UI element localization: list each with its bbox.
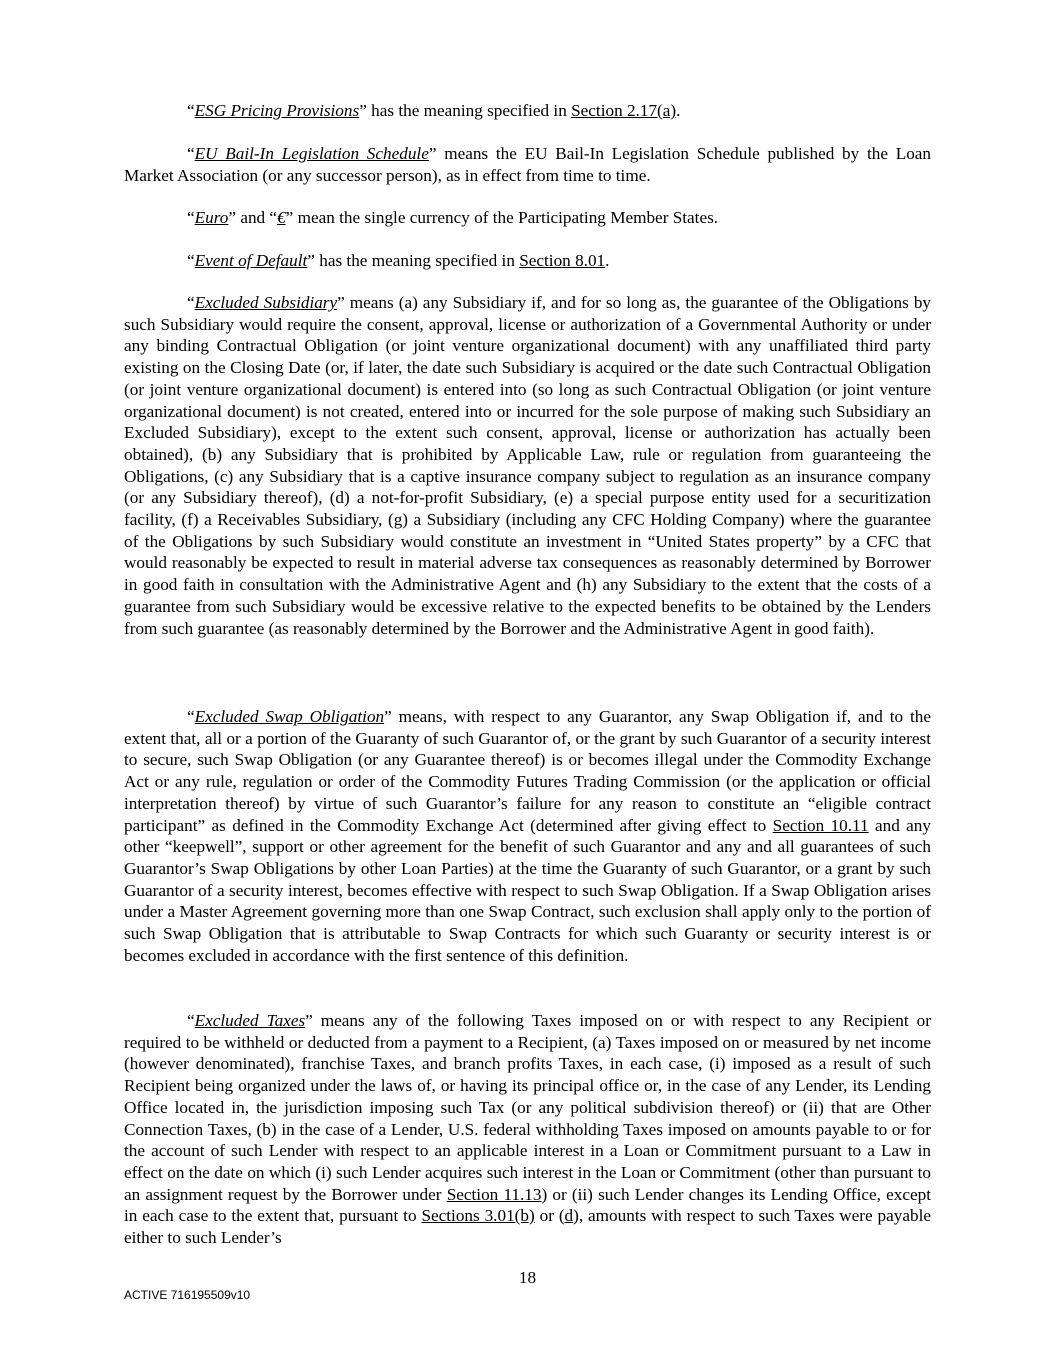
definition-text: “ — [187, 293, 195, 312]
document-id: ACTIVE 716195509v10 — [124, 1288, 251, 1302]
page-number: 18 — [518, 1268, 537, 1287]
definition-text: “ — [187, 251, 195, 270]
definition-euro — [124, 207, 931, 229]
definition-text: and any other “keepwell”, support or other agreement for the benefit of such Guarantor and any and all guarantees of such Guarantor’s Swap Obligations by other Loan Parties) at the time the Guaranty of such Guarantor, or a grant by such Guarantor of a security interest, becomes effective with respect to such Swap Obligation. If a Swap Obligation arises under a Master Agreement governing more than one Swap Contract, such exclusion shall apply only to the portion of such Swap Obligation that is attributable to Swap Contracts for which such Guaranty or security interest is or becomes excluded in accordance with the first sentence of this definition. — [124, 815, 931, 965]
definition-text: ), amounts with respect to such Taxes were payable either to such Lender’s — [124, 1206, 931, 1248]
definition-text: ” has the meaning specified in — [359, 101, 572, 120]
definition-text: ” has the meaning specified in — [307, 251, 520, 270]
section-reference-link[interactable]: Sections 3.01(b) — [421, 1206, 535, 1226]
section-reference-link[interactable]: Section 2.17(a) — [571, 101, 677, 120]
definition-text: “ — [187, 707, 195, 726]
definition-text: ” means (a) any Subsidiary if, and for so long as, the guarantee of the Obligations by such Subsidiary would require the consent, approval, license or authorization of a Governmental Authority or under any binding Contractual Obligation (or joint venture organizational document) with any unaffiliated third party existing on the Closing Date (or, if later, the date such Subsidiary is acquired or the date such Contractual Obligation (or joint venture organizational document) is entered into (so long as such Contractual Obligation (or joint venture organizational document) is not created, entered into or incurred for the sole purpose of making such Subsidiary an Excluded Subsidiary), except to the extent such consent, approval, license or authorization has actually been obtained), (b) any Subsidiary that is prohibited by Applicable Law, rule or regulation from guaranteeing the Obligations, (c) any Subsidiary that is a captive insurance company subject to regulation as an insurance company (or any Subsidiary thereof), (d) a not-for-profit Subsidiary, (e) a special purpose entity used for a securitization facility, (f) a Receivables Subsidiary, (g) a Subsidiary (including any CFC Holding Company) where the guarantee of the Obligations by such Subsidiary would constitute an investment in “United States property” by a CFC that would reasonably be expected to result in material adverse tax consequences as reasonably determined by Borrower in good faith in consultation with the Administrative Agent and (h) any Subsidiary to the extent that the costs of a guarantee from such Subsidiary would be excessive relative to the expected benefits to be obtained by the Lenders from such guarantee (as reasonably determined by the Borrower and the Administrative Agent in good faith). — [124, 293, 932, 638]
definition-esg-pricing-provisions — [124, 100, 931, 122]
definition-text: ” mean the single currency of the Participating Member States. — [285, 208, 719, 227]
defined-term: € — [277, 208, 286, 227]
definition-text: ) or (ii) such Lender changes its Lending Office, except in each case to the extent that, pursuant to — [124, 1184, 931, 1226]
definition-text: “ — [187, 1011, 195, 1030]
definition-text: “ — [187, 101, 195, 120]
defined-term: EU Bail-In Legislation Schedule — [194, 144, 429, 163]
defined-term: Euro — [194, 208, 229, 227]
section-reference-link[interactable]: Section 11.13 — [446, 1184, 542, 1204]
definition-event-of-default — [124, 250, 931, 272]
definition-excluded-subsidiary — [124, 292, 931, 639]
definition-excluded-taxes — [124, 1010, 931, 1249]
definition-text: ” and “ — [228, 208, 278, 227]
definition-text: “ — [187, 144, 195, 163]
section-reference-link[interactable]: Section 10.11 — [772, 815, 869, 835]
section-reference-link[interactable]: d — [564, 1206, 574, 1226]
defined-term: Excluded Swap Obligation — [194, 707, 385, 726]
defined-term: Event of Default — [194, 251, 308, 270]
defined-term: ESG Pricing Provisions — [194, 101, 360, 120]
definition-text: ” means the EU Bail-In Legislation Schedule published by the Loan Market Association (or any successor person), as in effect from time to time. — [124, 144, 932, 185]
definition-text: “ — [187, 208, 195, 227]
defined-term: Excluded Taxes — [194, 1011, 306, 1030]
definition-text: . — [676, 101, 681, 120]
definition-text: . — [605, 251, 610, 270]
defined-term: Excluded Subsidiary — [194, 293, 338, 312]
definition-eu-bail-in-legislation-schedule — [124, 143, 931, 186]
section-reference-link[interactable]: Section 8.01 — [519, 251, 606, 270]
definition-text: ” means, with respect to any Guarantor, any Swap Obligation if, and to the extent that, all or a portion of the Guaranty of such Guarantor of, or the grant by such Guarantor of a security interest to secure, such Swap Obligation (or any Guarantee thereof) is or becomes illegal under the Commodity Exchange Act or any rule, regulation or order of the Commodity Futures Trading Commission (or the application or official interpretation thereof) by virtue of such Guarantor’s failure for any reason to constitute an “eligible contract participant” as defined in the Commodity Exchange Act (determined after giving effect to — [124, 707, 932, 835]
definition-text: or ( — [534, 1206, 565, 1226]
definition-excluded-swap-obligation — [124, 706, 931, 966]
definition-text: ” means any of the following Taxes imposed on or with respect to any Recipient or required to be withheld or deducted from a payment to a Recipient, (a) Taxes imposed on or measured by net income (however denominated), franchise Taxes, and branch profits Taxes, in each case, (i) imposed as a result of such Recipient being organized under the laws of, or having its principal office or, in the case of any Lender, its Lending Office located in, the jurisdiction imposing such Tax (or any political subdivision thereof) or (ii) that are Other Connection Taxes, (b) in the case of a Lender, U.S. federal withholding Taxes imposed on amounts payable to or for the account of such Lender with respect to an applicable interest in a Loan or Commitment pursuant to a Law in effect on the date on which (i) such Lender acquires such interest in the Loan or Commitment (other than pursuant to an assignment request by the Borrower under — [124, 1011, 931, 1204]
